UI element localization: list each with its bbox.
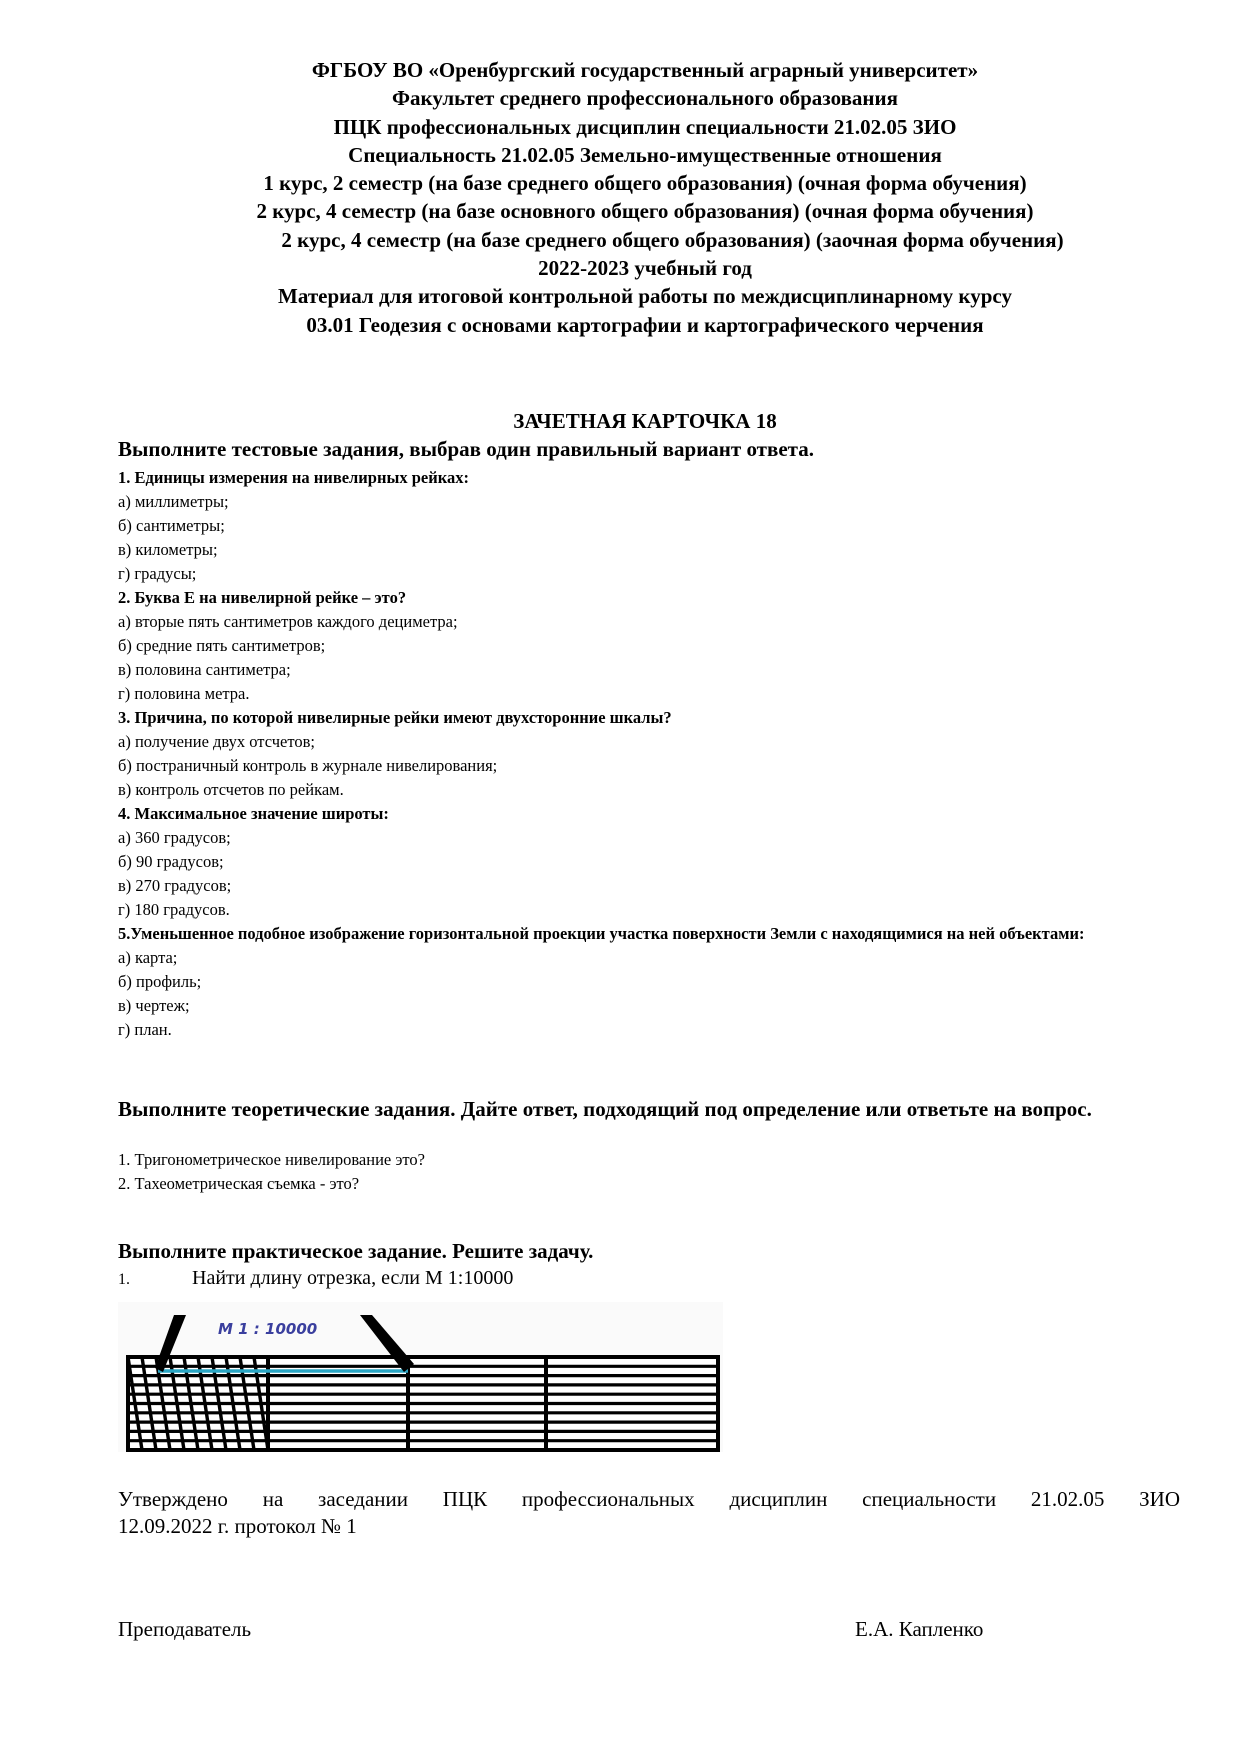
answer-option: в) контроль отсчетов по рейкам. [118, 780, 344, 799]
question-text: 3. Причина, по которой нивелирные рейки имеют двухсторонние шкалы? [118, 708, 672, 727]
answer-option: в) чертеж; [118, 996, 190, 1015]
header-faculty: Факультет среднего профессионального образования [392, 86, 898, 111]
answer-option: а) карта; [118, 948, 178, 967]
header-department: ПЦК профессиональных дисциплин специальности 21.02.05 ЗИО [333, 114, 957, 139]
question-text: 1. Единицы измерения на нивелирных рейках: [118, 468, 470, 487]
approval-line-2: 12.09.2022 г. протокол № 1 [118, 1514, 357, 1538]
header-material: Материал для итоговой контрольной работы по междисциплинарному курсу [278, 284, 1012, 309]
question-3 [118, 706, 672, 802]
theory-item: 1. Тригонометрическое нивелирование это? [118, 1150, 425, 1169]
header-course-2: 2 курс, 4 семестр (на базе основного общего образования) (очная форма обучения) [256, 199, 1034, 224]
question-5 [118, 922, 1178, 1042]
answer-option: б) профиль; [118, 972, 202, 991]
practice-item-text: Найти длину отрезка, если М 1:10000 [192, 1267, 514, 1289]
answer-option: в) половина сантиметра; [118, 660, 291, 679]
answer-option: в) километры; [118, 540, 218, 559]
answer-option: а) миллиметры; [118, 492, 229, 511]
practice-item [118, 1267, 513, 1290]
answer-option: а) получение двух отсчетов; [118, 732, 315, 751]
practice-instruction: Выполните практическое задание. Решите задачу. [118, 1239, 594, 1263]
header-course-title: 03.01 Геодезия с основами картографии и картографического черчения [306, 312, 984, 337]
question-text: 4. Максимальное значение широты: [118, 804, 389, 823]
answer-option: б) постраничный контроль в журнале нивелирования; [118, 756, 498, 775]
theory-item: 2. Тахеометрическая съемка - это? [118, 1174, 360, 1193]
question-1 [118, 466, 469, 586]
header-academic-year: 2022-2023 учебный год [538, 256, 752, 281]
answer-option: г) план. [118, 1020, 172, 1039]
answer-option: а) 360 градусов; [118, 828, 231, 847]
scale-label: M 1 : 10000 [218, 1320, 318, 1338]
header-specialty: Специальность 21.02.05 Земельно-имущественные отношения [348, 142, 942, 167]
approval-line-1: Утверждено на заседании ПЦК профессиональных дисциплин специальности 21.02.05 ЗИО [118, 1487, 1180, 1511]
transverse-scale-diagram [118, 1302, 723, 1452]
answer-option: в) 270 градусов; [118, 876, 232, 895]
card-title: ЗАЧЕТНАЯ КАРТОЧКА 18 [513, 409, 777, 433]
answer-option: б) 90 градусов; [118, 852, 224, 871]
answer-option: г) 180 градусов. [118, 900, 230, 919]
question-text: 2. Буква Е на нивелирной рейке – это? [118, 588, 407, 607]
question-4 [118, 802, 389, 922]
question-2 [118, 586, 458, 706]
approval-note [118, 1486, 1180, 1540]
document-header [0, 56, 1241, 339]
practice-item-number: 1. [118, 1271, 130, 1288]
answer-option: а) вторые пять сантиметров каждого дециметра; [118, 612, 458, 631]
question-text: 5.Уменьшенное подобное изображение горизонтальной проекции участка поверхности Земли с находящимися на ней объектами: [118, 924, 1085, 943]
answer-option: г) половина метра. [118, 684, 250, 703]
test-instruction: Выполните тестовые задания, выбрав один правильный вариант ответа. [118, 437, 814, 461]
answer-option: б) сантиметры; [118, 516, 225, 535]
header-course-1: 1 курс, 2 семестр (на базе среднего общего образования) (очная форма обучения) [263, 171, 1027, 196]
header-university: ФГБОУ ВО «Оренбургский государственный аграрный университет» [311, 58, 979, 82]
signature-name: Е.А. Капленко [855, 1617, 984, 1641]
answer-option: г) градусы; [118, 564, 197, 583]
answer-option: б) средние пять сантиметров; [118, 636, 326, 655]
signature-role: Преподаватель [118, 1617, 252, 1641]
theory-instruction: Выполните теоретические задания. Дайте ответ, подходящий под определение или ответьте на вопрос. [118, 1097, 1092, 1121]
theory-items [118, 1148, 425, 1196]
header-course-3: 2 курс, 4 семестр (на базе среднего общего образования) (заочная форма обучения) [281, 227, 1064, 252]
